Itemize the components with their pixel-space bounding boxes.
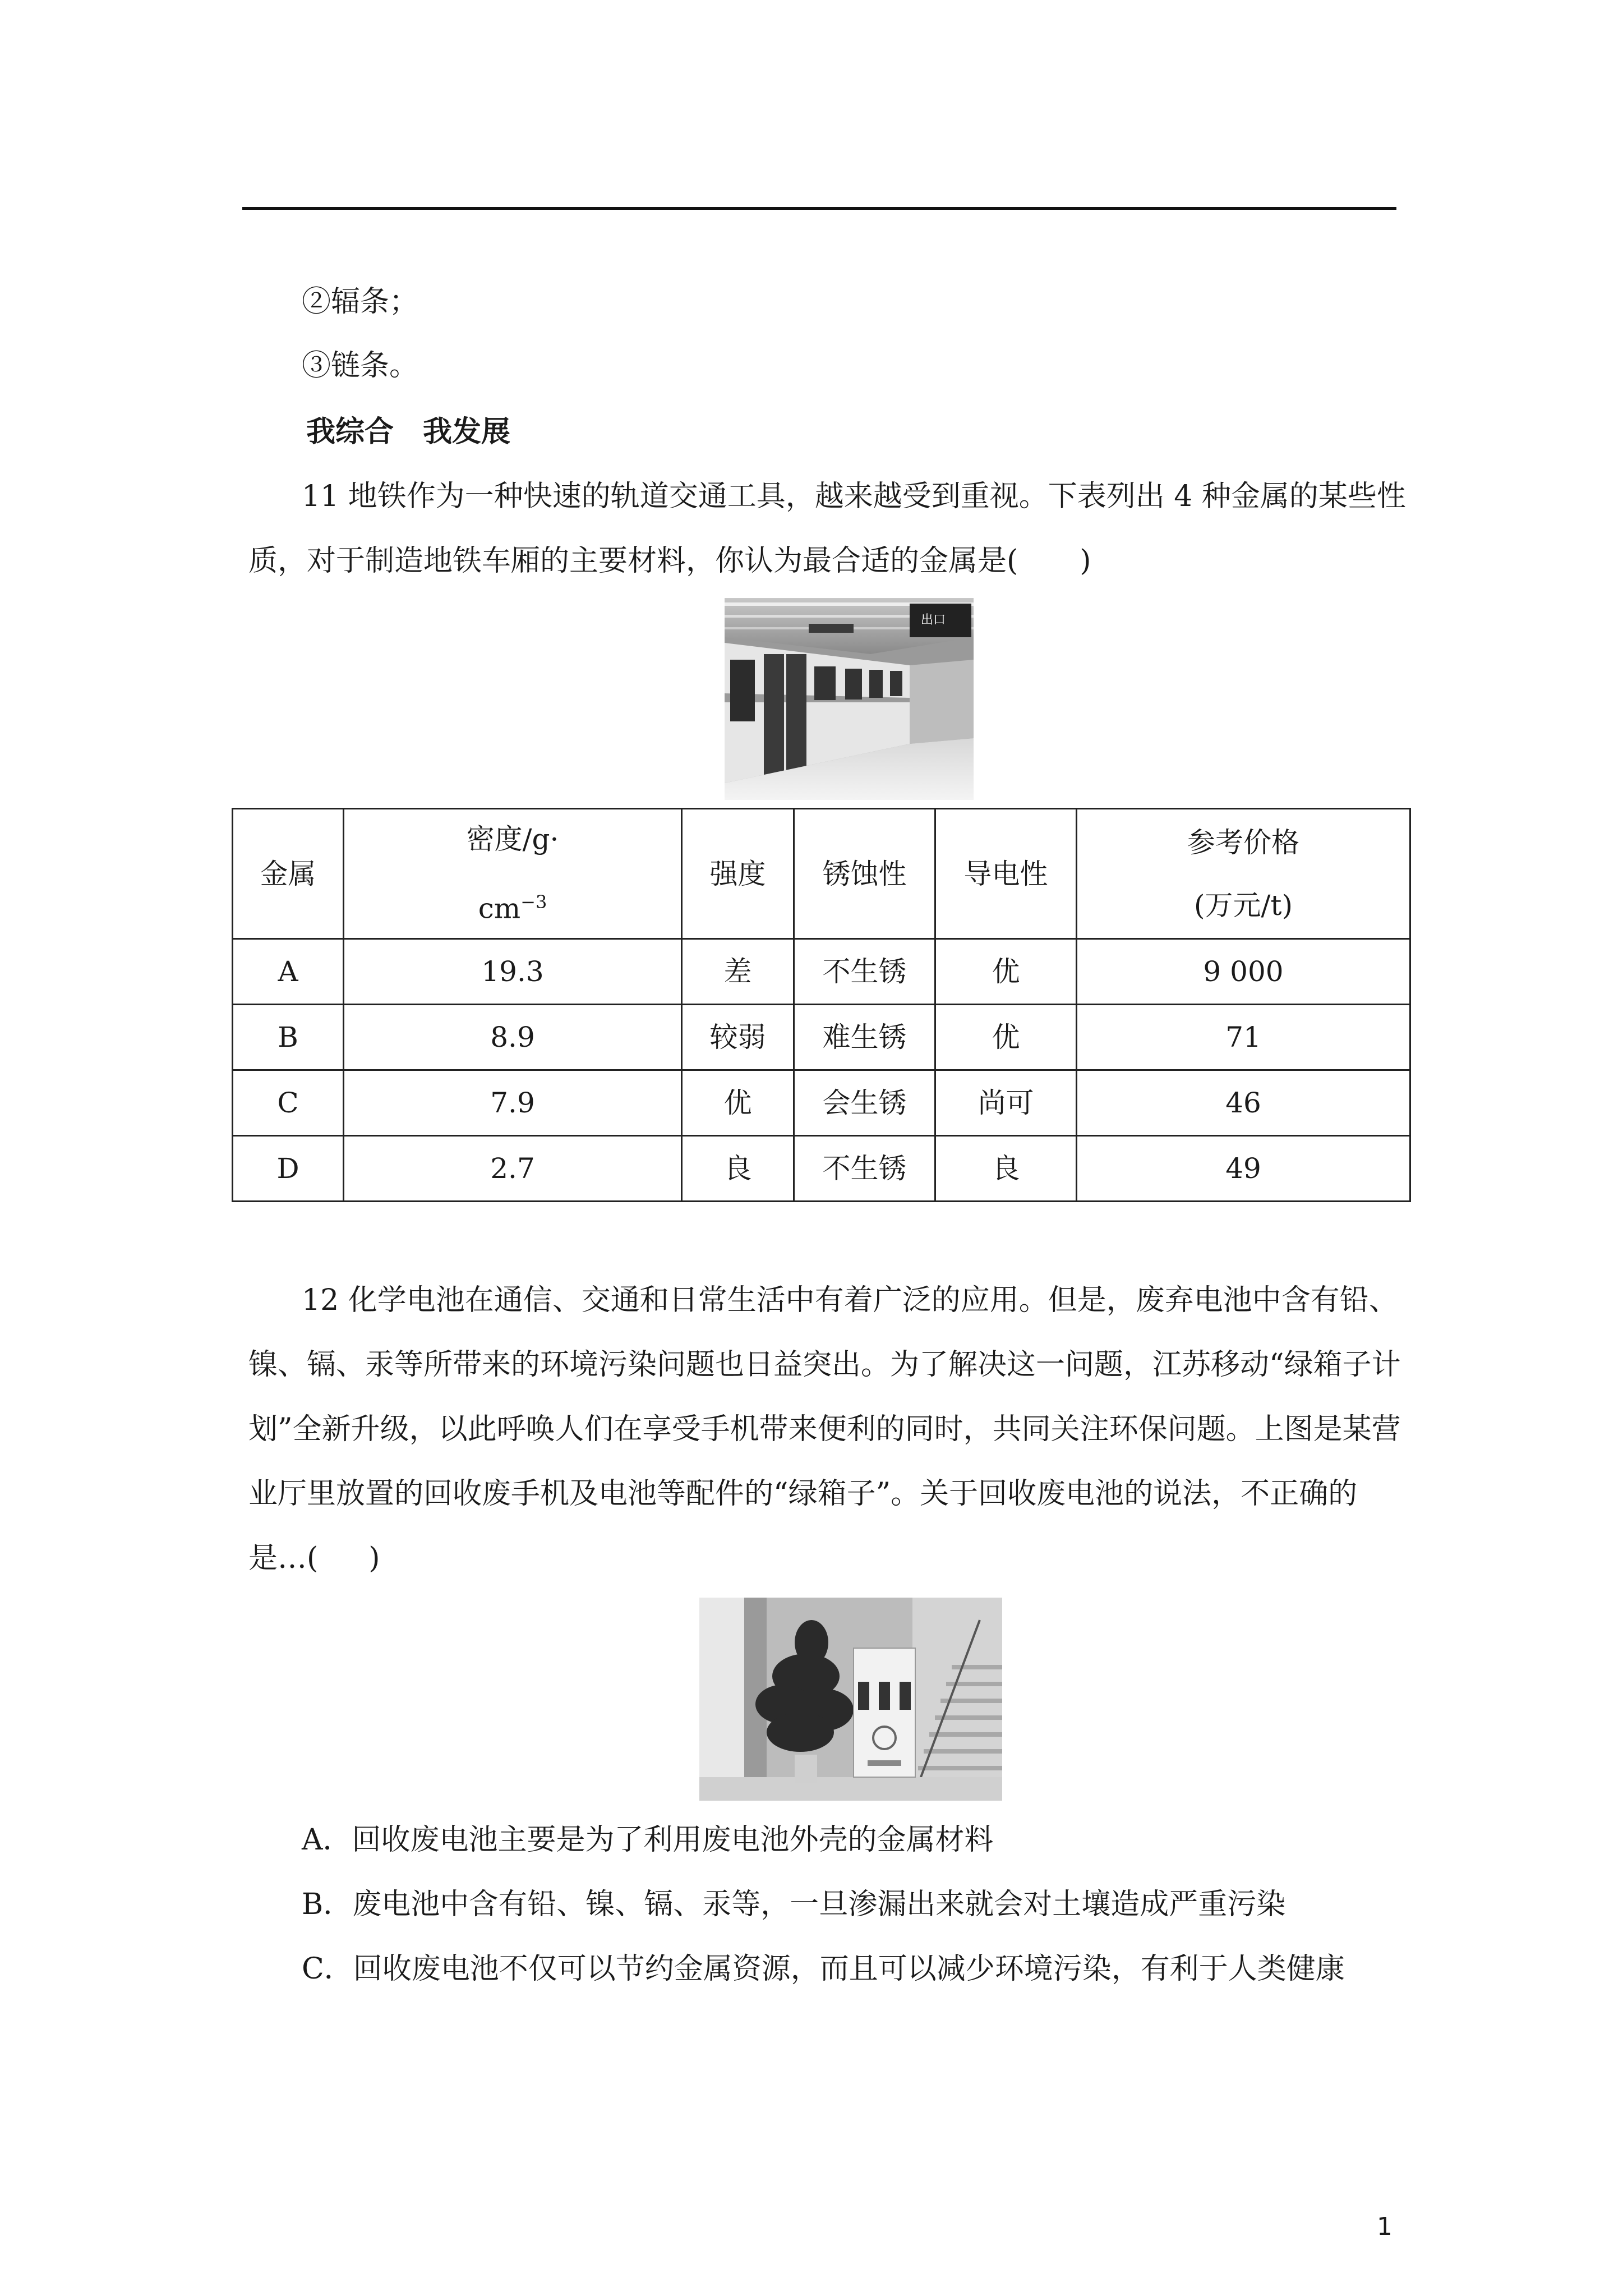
q12-line-5-text: 是…(	[248, 1542, 319, 1575]
item-spokes: ②辐条；	[302, 285, 419, 319]
table-row	[233, 1136, 1410, 1202]
cell-density: 8.9	[344, 1005, 682, 1070]
cell-conductivity: 优	[935, 939, 1077, 1005]
header-price-line-2: (万元/t)	[1194, 889, 1293, 922]
header-corrosion: 锈蚀性	[794, 809, 935, 939]
cell-corrosion: 不生锈	[794, 1136, 935, 1202]
cell-conductivity: 尚可	[935, 1070, 1077, 1136]
table-header-row	[233, 809, 1410, 939]
subway-illustration	[725, 598, 974, 800]
header-price	[1077, 809, 1410, 939]
cell-strength: 优	[682, 1070, 794, 1136]
q12-line-2: 镍、镉、汞等所带来的环境污染问题也日益突出。为了解决这一问题，江苏移动“绿箱子计	[248, 1348, 1401, 1382]
cell-density: 7.9	[344, 1070, 682, 1136]
header-metal: 金属	[233, 809, 344, 939]
q12-line-3: 划”全新升级，以此呼唤人们在享受手机带来便利的同时，共同关注环保问题。上图是某营	[248, 1412, 1401, 1446]
subway-photo	[725, 598, 974, 800]
cell-metal: B	[233, 1005, 344, 1070]
recycle-box-illustration	[699, 1598, 1002, 1801]
header-density-line-1: 密度/g·	[466, 822, 559, 855]
cell-conductivity: 优	[935, 1005, 1077, 1070]
option-c: C．回收废电池不仅可以节约金属资源，而且可以减少环境污染，有利于人类健康	[302, 1952, 1345, 1986]
cell-corrosion: 不生锈	[794, 939, 935, 1005]
cell-metal: A	[233, 939, 344, 1005]
cell-strength: 差	[682, 939, 794, 1005]
q11-line-2	[248, 544, 1091, 578]
section-title: 我综合 我发展	[306, 415, 511, 449]
cell-price: 9 000	[1077, 939, 1410, 1005]
cell-density: 19.3	[344, 939, 682, 1005]
cell-conductivity: 良	[935, 1136, 1077, 1202]
cell-price: 71	[1077, 1005, 1410, 1070]
header-strength: 强度	[682, 809, 794, 939]
option-b: B．废电池中含有铅、镍、镉、汞等，一旦渗漏出来就会对土壤造成严重污染	[302, 1888, 1286, 1921]
header-rule	[242, 207, 1396, 210]
table-row	[233, 1005, 1410, 1070]
cell-corrosion: 难生锈	[794, 1005, 935, 1070]
header-density	[344, 809, 682, 939]
q12-close-paren: )	[368, 1542, 380, 1575]
header-conductivity: 导电性	[935, 809, 1077, 939]
q11-line-2-text: 质，对于制造地铁车厢的主要材料，你认为最合适的金属是(	[248, 544, 1018, 578]
cell-strength: 良	[682, 1136, 794, 1202]
q12-line-1: 12 化学电池在通信、交通和日常生活中有着广泛的应用。但是，废弃电池中含有铅、	[302, 1283, 1398, 1317]
metal-properties-table	[232, 808, 1411, 1202]
exit-sign: 出口	[921, 613, 946, 627]
item-chain: ③链条。	[302, 349, 419, 383]
cell-strength: 较弱	[682, 1005, 794, 1070]
table-row	[233, 939, 1410, 1005]
recycle-box-photo	[699, 1598, 1002, 1801]
header-density-exponent: −3	[520, 891, 547, 913]
cell-density: 2.7	[344, 1136, 682, 1202]
q12-line-4: 业厅里放置的回收废手机及电池等配件的“绿箱子”。关于回收废电池的说法，不正确的	[248, 1477, 1358, 1511]
option-a: A．回收废电池主要是为了利用废电池外壳的金属材料	[302, 1823, 994, 1857]
cell-metal: C	[233, 1070, 344, 1136]
cell-price: 49	[1077, 1136, 1410, 1202]
q11-close-paren: )	[1080, 544, 1091, 578]
header-density-unit: cm	[478, 892, 521, 925]
q11-line-1: 11 地铁作为一种快速的轨道交通工具，越来越受到重视。下表列出 4 种金属的某些性	[302, 480, 1406, 513]
table-row	[233, 1070, 1410, 1136]
page-number: 1	[1377, 2212, 1393, 2241]
cell-price: 46	[1077, 1070, 1410, 1136]
header-density-line-2	[344, 885, 681, 926]
cell-metal: D	[233, 1136, 344, 1202]
header-price-line-1: 参考价格	[1187, 826, 1299, 859]
cell-corrosion: 会生锈	[794, 1070, 935, 1136]
q12-line-5	[248, 1542, 380, 1575]
